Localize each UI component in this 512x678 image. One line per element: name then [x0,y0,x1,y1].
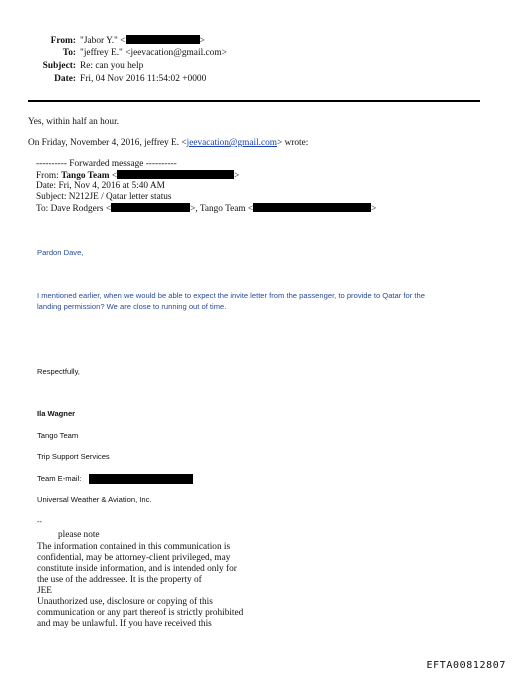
redaction-box [89,474,193,484]
disclaimer-line: and may be unlawful. If you have received this [37,619,212,629]
quote-suffix: > wrote: [277,138,309,148]
signature-company: Universal Weather & Aviation, Inc. [37,495,152,504]
signature-divider: -- [37,517,43,526]
header-divider [28,100,480,102]
quote-email-link[interactable]: jeevacation@gmail.com [186,138,277,148]
signature-name: Ila Wagner [37,409,76,418]
forwarded-to [36,203,376,215]
signature-email-label: Team E-mail: [37,474,82,483]
signature-email-row [37,474,81,484]
date-label: Date: [54,74,76,84]
disclaimer-line: the use of the addressee. It is the property of [37,575,202,585]
forwarded-subject: Subject: N212JE / Qatar letter status [36,192,172,202]
message-line-1: I mentioned earlier, when we would be able to expect the invite letter from the passenger, to provide to Qatar for the [37,291,425,300]
fwd-from-name: Tango Team [61,171,110,181]
signature-dept: Trip Support Services [37,452,110,461]
redaction-box [111,203,190,212]
disclaimer-line: Unauthorized use, disclosure or copying of this [37,597,213,607]
redaction-box [253,203,371,212]
fwd-to-close: > [371,204,377,214]
redaction-box [126,35,200,44]
disclaimer-line: communication or any part thereof is strictly prohibited [37,608,244,618]
disclaimer-line: please note [58,530,100,540]
disclaimer-line: The information contained in this communication is [37,542,231,552]
message-line-2: landing permission? We are close to running out of time. [37,302,227,311]
from-label: From: [50,36,76,46]
subject-value: Re: can you help [80,61,144,71]
from-name: "Jabor Y." < [80,36,126,46]
fwd-to-prefix: To: Dave Rodgers < [36,204,112,214]
quote-prefix: On Friday, November 4, 2016, jeffrey E. < [28,138,187,148]
subject-label: Subject: [42,61,76,71]
forwarded-divider: ---------- Forwarded message ---------- [36,159,177,169]
greeting: Pardon Dave, [37,248,84,257]
closing: Respectfully, [37,367,80,376]
fwd-to-mid: >, Tango Team < [190,204,254,214]
disclaimer-line: JEE [37,586,52,596]
redaction-box [117,170,234,179]
forwarded-date: Date: Fri, Nov 4, 2016 at 5:40 AM [36,181,165,191]
date-value: Fri, 04 Nov 2016 11:54:02 +0000 [80,74,207,84]
signature-team: Tango Team [37,431,79,440]
from-close: > [199,36,205,46]
disclaimer-line: confidential, may be attorney-client privileged, may [37,553,231,563]
reply-text: Yes, within half an hour. [28,117,119,127]
disclaimer-line: constitute inside information, and is intended only for [37,564,237,574]
to-value: "jeffrey E." <jeevacation@gmail.com> [80,48,227,58]
document-id: EFTA00812807 [426,660,506,671]
fwd-from-prefix: From: [36,171,62,181]
quote-attribution [28,138,308,149]
fwd-from-open: < [109,171,118,181]
to-label: To: [62,48,76,58]
fwd-from-close: > [234,171,240,181]
from-value [80,35,205,47]
